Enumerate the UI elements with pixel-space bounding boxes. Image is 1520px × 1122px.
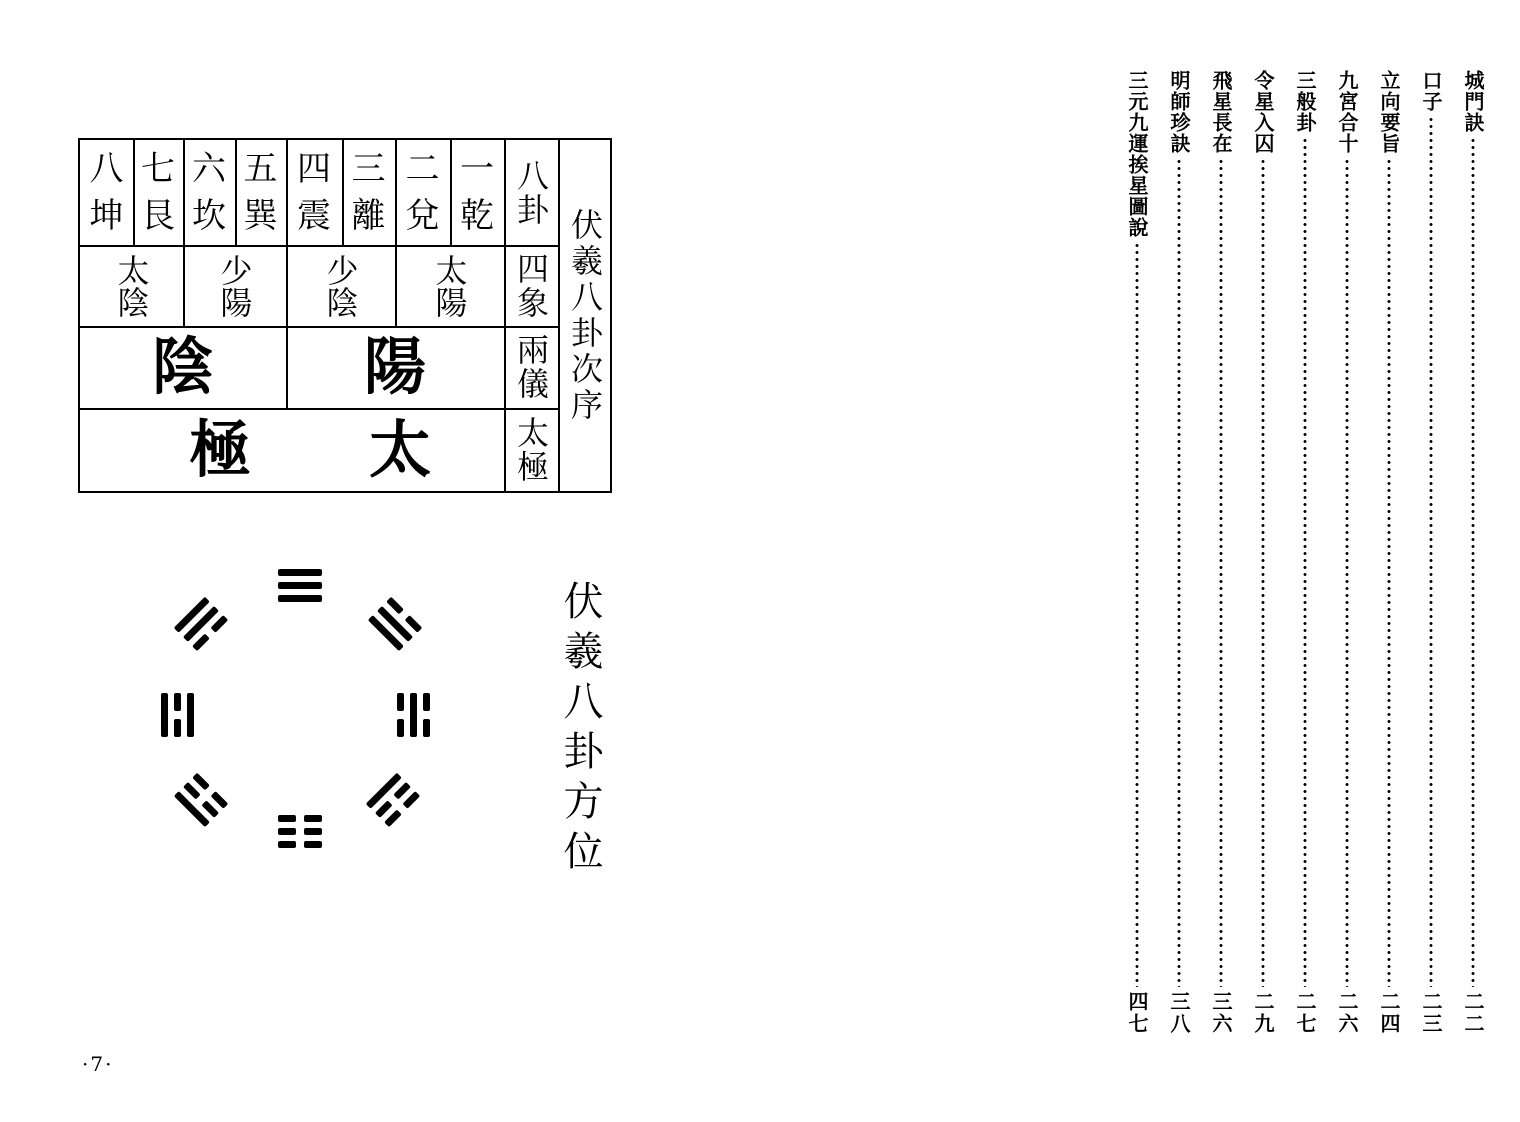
kan-icon (394, 693, 430, 737)
gua-number: 八 (89, 149, 124, 190)
gua-cell-li (342, 140, 395, 245)
toc-entry-title: 令星入囚 (1251, 70, 1275, 154)
xiang-shao-yin: 少陰 (321, 253, 360, 318)
gua-name: 兌 (405, 195, 440, 236)
bagua-sequence-table (78, 138, 612, 493)
gua-number: 四 (297, 149, 331, 190)
table-of-contents (1070, 70, 1490, 1040)
row-label-bagua: 八卦 (512, 158, 550, 227)
row-label-taiji: 太極 (512, 415, 550, 484)
toc-leader-dots (1429, 116, 1433, 987)
toc-entry-page: 三八 (1167, 991, 1191, 1035)
toc-leader-dots (1303, 137, 1307, 987)
right-page (760, 0, 1520, 1122)
toc-entry-title: 三元九運挨星圖說 (1125, 70, 1149, 238)
toc-leader-dots (1471, 137, 1475, 987)
toc-entry-title: 立向要旨 (1377, 70, 1401, 154)
toc-entry[interactable] (1120, 70, 1154, 1035)
toc-entry[interactable] (1204, 70, 1238, 1035)
toc-leader-dots (1261, 158, 1265, 987)
toc-entry[interactable] (1456, 70, 1490, 1035)
toc-entry-title: 飛星長在 (1209, 70, 1233, 154)
xiang-tai-yang: 太陽 (430, 253, 469, 318)
qian-icon (278, 569, 322, 605)
toc-entry[interactable] (1330, 70, 1364, 1035)
gen-icon (366, 773, 423, 830)
gua-number: 七 (141, 149, 175, 190)
toc-leader-dots (1219, 158, 1223, 987)
xiang-shao-yang: 少陽 (215, 253, 254, 318)
li-icon (158, 693, 194, 737)
xun-icon (366, 597, 423, 654)
toc-entry-page: 四七 (1125, 991, 1149, 1035)
xiang-tai-yin: 太陰 (112, 253, 151, 318)
toc-entry-page: 二九 (1251, 991, 1275, 1035)
toc-leader-dots (1177, 158, 1181, 987)
gua-cell-qian (450, 140, 504, 245)
toc-entry-title: 口子 (1419, 70, 1443, 112)
toc-leader-dots (1135, 242, 1139, 987)
toc-entry-page: 三六 (1209, 991, 1233, 1035)
toc-entry-title: 明師珍訣 (1167, 70, 1191, 154)
row-label-sixiang: 四象 (512, 251, 550, 320)
toc-entry-page: 二七 (1293, 991, 1317, 1035)
toc-entry[interactable] (1414, 70, 1448, 1035)
toc-leader-dots (1345, 158, 1349, 987)
diagram-caption: 伏羲八卦方位 (557, 580, 603, 880)
zhen-icon (172, 773, 229, 830)
toc-entry[interactable] (1246, 70, 1280, 1035)
gua-name: 艮 (141, 195, 175, 236)
gua-cell-kun (80, 140, 133, 245)
gua-name: 坤 (89, 195, 124, 236)
taiji-tai: 太 (368, 412, 431, 486)
kun-icon (278, 815, 322, 851)
yi-yin: 陰 (151, 330, 214, 403)
table-title: 伏羲八卦次序 (566, 207, 604, 424)
toc-entry-title: 九宮合十 (1335, 70, 1359, 154)
toc-entry-title: 三般卦 (1293, 70, 1317, 133)
yi-yang: 陽 (363, 330, 426, 403)
gua-name: 乾 (460, 195, 494, 236)
gua-number: 六 (192, 149, 226, 190)
gua-cell-kan (183, 140, 235, 245)
gua-name: 震 (297, 195, 331, 236)
gua-number: 三 (351, 149, 386, 190)
toc-entry[interactable] (1288, 70, 1322, 1035)
gua-name: 巽 (243, 195, 278, 236)
toc-entry[interactable] (1162, 70, 1196, 1035)
gua-name: 離 (351, 195, 386, 236)
toc-leader-dots (1387, 158, 1391, 987)
toc-entry[interactable] (1372, 70, 1406, 1035)
gua-cell-zhen (286, 140, 342, 245)
dui-icon (174, 597, 231, 654)
toc-entry-page: 二二 (1461, 991, 1485, 1035)
toc-entry-title: 城門訣 (1461, 70, 1485, 133)
gua-number: 一 (460, 149, 494, 190)
gua-name: 坎 (192, 195, 226, 236)
row-label-liangyi: 兩儀 (512, 333, 550, 401)
toc-entry-page: 二三 (1419, 991, 1443, 1035)
toc-entry-page: 二六 (1335, 991, 1359, 1035)
taiji-ji: 極 (188, 412, 251, 486)
gua-cell-gen (133, 140, 183, 245)
toc-entry-page: 二四 (1377, 991, 1401, 1035)
page-number: ·7· (82, 1052, 114, 1076)
gua-number: 二 (405, 149, 440, 190)
gua-cell-dui (395, 140, 450, 245)
gua-cell-xun (235, 140, 286, 245)
bagua-orientation-diagram (150, 555, 450, 855)
gua-number: 五 (243, 149, 278, 190)
